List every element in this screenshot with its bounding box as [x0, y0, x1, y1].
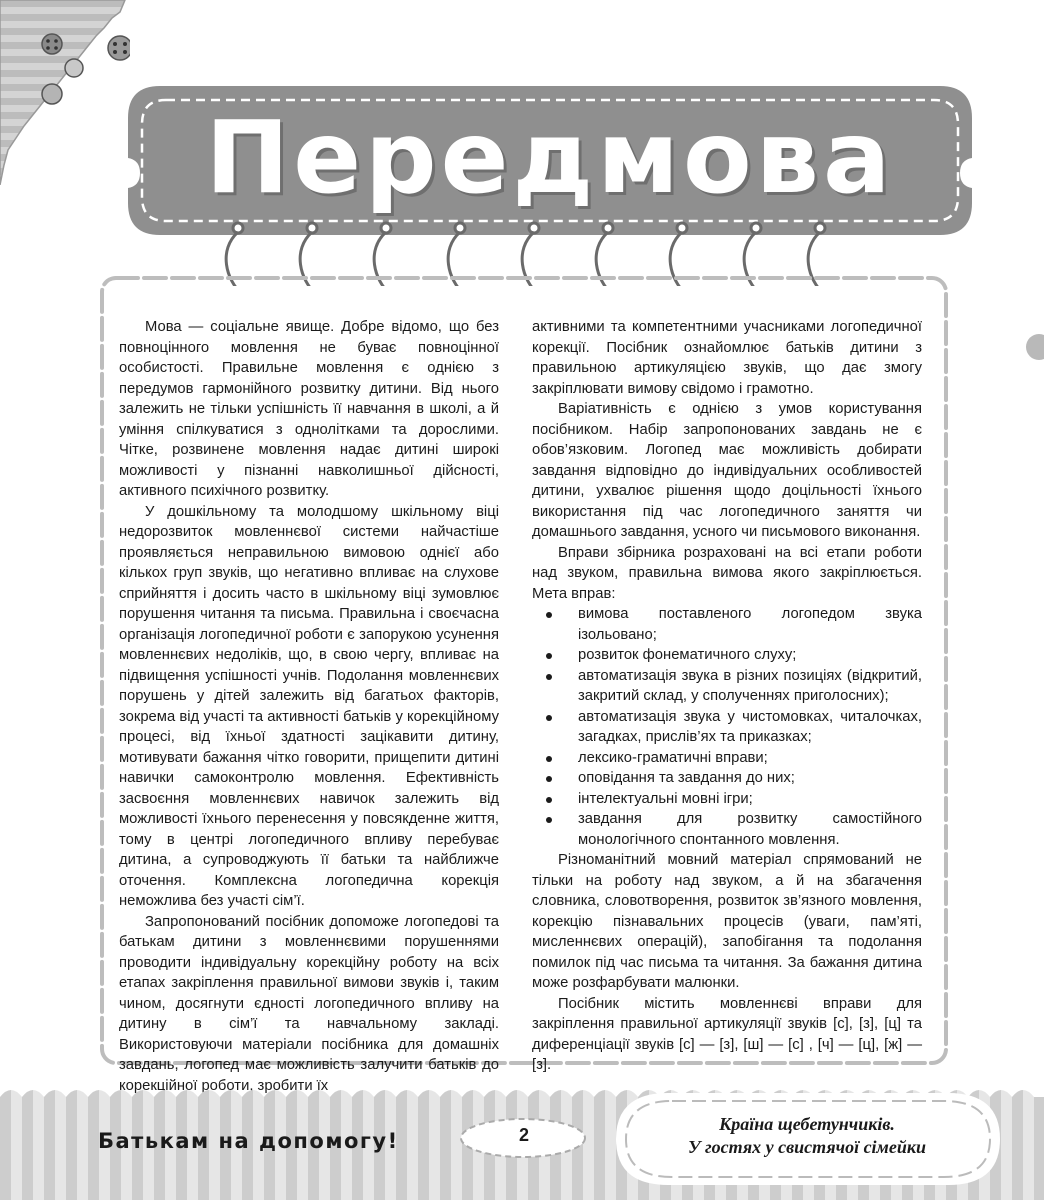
book-title-line: У гостях у свистячої сімейки [687, 1137, 927, 1157]
list-item: оповідання та завдання до них; [578, 768, 922, 789]
corner-decoration [0, 0, 130, 185]
paragraph-variability: Варіативність є однією з умов користування посібником. Набір запропонованих завдань не є обов’язковим. Логопед має можливість добирати завдання відповідно до індивідуальних особливостей дитини, ухвалює рішення щодо доцільності їхнього використання під час логопедичного заняття чи домашнього завдання, усного чи письмового виконання. [532, 401, 922, 540]
left-column [119, 317, 499, 1096]
list-item: лексико-граматичні вправи; [578, 748, 922, 769]
book-title [648, 1113, 966, 1159]
paragraph-intro: Мова — соціальне явище. Добре відомо, що без повноцінного мовлення не буває повноцінної особистості. Правильне мовлення є однією з передумов гармонійного розвитку дитини. Від нього залежить не тільки успішність її навчання в школі, а й уміння спілкуватися з однолітками та дорослими. Чітке, розвинене мовлення надає дитині широкі можливості у пізнанні навколишньої дійсності, активного психічного розвитку. [119, 319, 499, 499]
page-title: Передмова [205, 98, 895, 216]
list-item: автоматизація звука в різних позиціях (відкритий, закритий склад, у сполученнях приголосних); [578, 666, 922, 707]
button-icon [65, 59, 83, 77]
book-title-line: Країна щебетунчиків. [719, 1114, 895, 1134]
paragraph-contents: Посібник містить мовленнєві вправи для закріплення правильної артикуляції звуків [с], [з], [ц] та диференціації звуків [с] — [з], [ш] — [с] , [ч] — [ц], [ж] — [з]. [532, 995, 922, 1073]
paragraph-continuation: активними та компетентними учасниками логопедичної корекції. Посібник ознайомлює батьків дитини з правильною артикуляцією звуків, що дає змогу закріплювати вимову свідомо і грамотно. [532, 319, 922, 397]
list-item: розвиток фонематичного слуху; [578, 645, 922, 666]
button-icon [42, 34, 62, 54]
paragraph-manual: Запропонований посібник допоможе логопедові та батькам дитини з мовленнєвими порушеннями проводити індивідуальну корекційну роботу на всіх етапах закріплення правильної вимови звуків і, таким чином, досягнути єдності логопедичного впливу на дитину в сім’ї та навчальному закладі. Використовуючи матеріали посібника для домашніх завдань, логопед має можливість залучити батьків до корекційної роботи, зробити їх [119, 913, 499, 1094]
page-number: 2 [518, 1125, 529, 1145]
series-label: Батькам на допомогу! [98, 1129, 399, 1153]
paragraph-development: У дошкільному та молодшому шкільному віці недорозвиток мовленнєвої системи найчастіше проявляється неправильною вимовою однієї або кількох груп звуків, що негативно впливає на слухове сприйняття і досить часто в шкільному віці зумовлює порушення читання та письма. Правильна і своєчасна організація логопедичної роботи є запорукою усунення мовленнєвих недоліків, що, в свою чергу, впливає на підвищення успішності учнів. Подолання мовленнєвих порушень у дітей залежить від багатьох факторів, зокрема від участі та активності батьків у корекційному процесі, від їхньої здатності зацікавити дитину, мотивувати бажання чітко говорити, прищепити дитині навички самоконтролю мовлення. Ефективність засвоєння мовленнєвих навичок залежить від можливості їхнього перенесення у повсякденне життя, тому в центрі логопедичного впливу перебуває дитина, а супроводжують її батьки та найближче оточення. Комплексна логопедична корекція неможлива без участі сім’ї. [119, 503, 499, 909]
list-item: завдання для розвитку самостійного монологічного спонтанного мовлення. [578, 809, 922, 850]
list-item: інтелектуальні мовні ігри; [578, 789, 922, 810]
list-item: автоматизація звука у чистомовках, читалочках, загадках, прислів’ях та приказках; [578, 707, 922, 748]
paragraph-exercises: Вправи збірника розраховані на всі етапи роботи над звуком, правильна вимова якого закріплюється. Мета вправ: [532, 544, 922, 602]
goals-list [532, 604, 922, 850]
side-dot [1026, 334, 1044, 360]
button-icon [42, 84, 62, 104]
right-column [532, 317, 922, 1076]
button-icon [108, 36, 130, 60]
list-item: вимова поставленого логопедом звука ізольовано; [578, 604, 922, 645]
paragraph-material: Різноманітний мовний матеріал спрямований не тільки на роботу над звуком, а й на збагачення словника, словотворення, розвиток зв’язного мовлення, корекцію пізнавальних процесів (уваги, пам’яті, мисленнєвих операцій), запобігання та подолання помилок під час письма та читання. За бажання дитина може розфарбувати малюнки. [532, 852, 922, 991]
